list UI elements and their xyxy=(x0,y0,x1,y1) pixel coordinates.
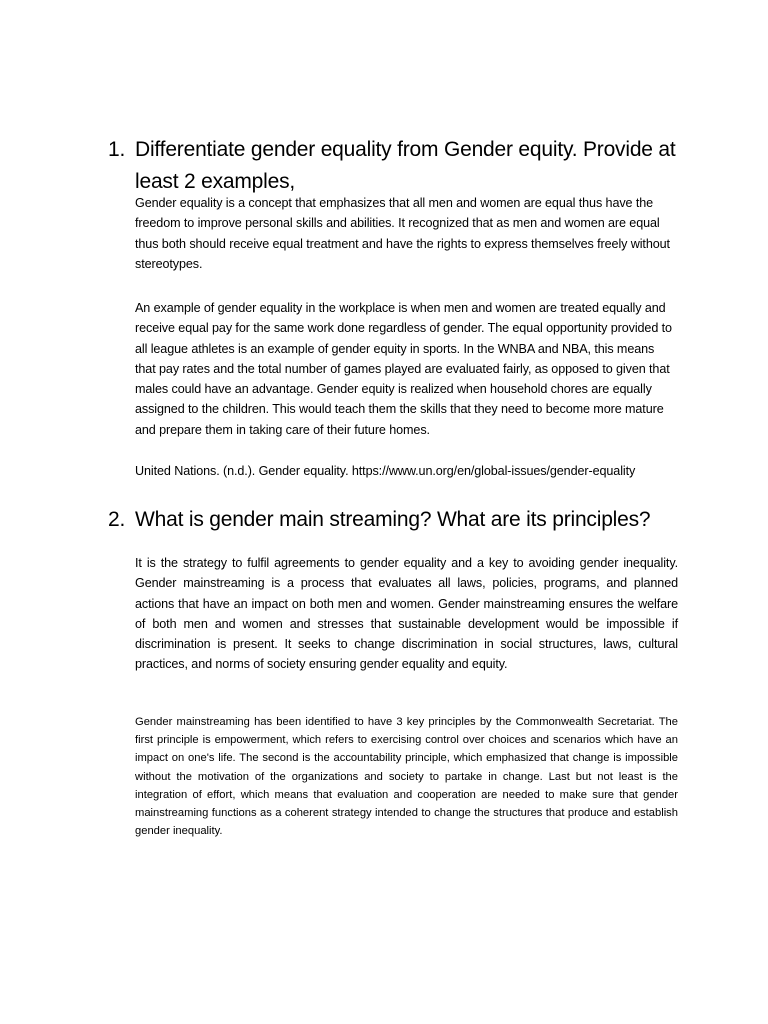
q1-examples-paragraph: An example of gender equality in the workplace is when men and women are treated equally and receive equal pay for the same work done regardless of gender. The equal opportunity provided to all league athletes is an example of gender equity in sports. In the WNBA and NBA, this means that pay rates and the total number of games played are evaluated fairly, as opposed to given that males could have an advantage. Gender equity is realized when household chores are equally assigned to the children. This would teach them the skills that they need to become more mature and prepare them in taking care of their future homes. xyxy=(135,301,672,437)
question-2-heading xyxy=(108,504,688,536)
question-2-title: What is gender main streaming? What are its principles? xyxy=(135,508,651,531)
question-1-heading xyxy=(108,134,688,198)
q2-principles-paragraph: Gender mainstreaming has been identified to have 3 key principles by the Commonwealth Secretariat. The first principle is empowerment, which refers to exercising control over choices and scenarios which have an impact on one's life. The second is the accountability principle, which emphasized that change is impossible without the motivation of the organizations and society to partake in change. Last but not least is the integration of effort, which means that evaluation and cooperation are needed to make sure that gender mainstreaming functions as a coherent strategy intended to change the structures that produce and establish gender inequality. xyxy=(135,716,678,838)
q2-definition-paragraph: It is the strategy to fulfil agreements to gender equality and a key to avoiding gender inequality. Gender mainstreaming is a process that evaluates all laws, policies, programs, and planned actions that have an impact on both men and women. Gender mainstreaming ensures the welfare of both men and women and stresses that sustainable development would be impossible if discrimination is present. It seeks to change discrimination in social structures, laws, cultural practices, and norms of society ensuring gender equality and equity. xyxy=(135,556,678,672)
question-1-number: 1. xyxy=(108,138,126,161)
q1-definition-paragraph: Gender equality is a concept that emphasizes that all men and women are equal thus have the freedom to improve personal skills and abilities. It recognized that as men and women are equal thus both should receive equal treatment and have the rights to express themselves freely without stereotypes. xyxy=(135,196,670,271)
q1-reference: United Nations. (n.d.). Gender equality. https://www.un.org/en/global-issues/gender-equality xyxy=(135,464,636,478)
question-2-number: 2. xyxy=(108,508,126,531)
question-1-title: Differentiate gender equality from Gender equity. Provide at least 2 examples, xyxy=(135,138,676,193)
